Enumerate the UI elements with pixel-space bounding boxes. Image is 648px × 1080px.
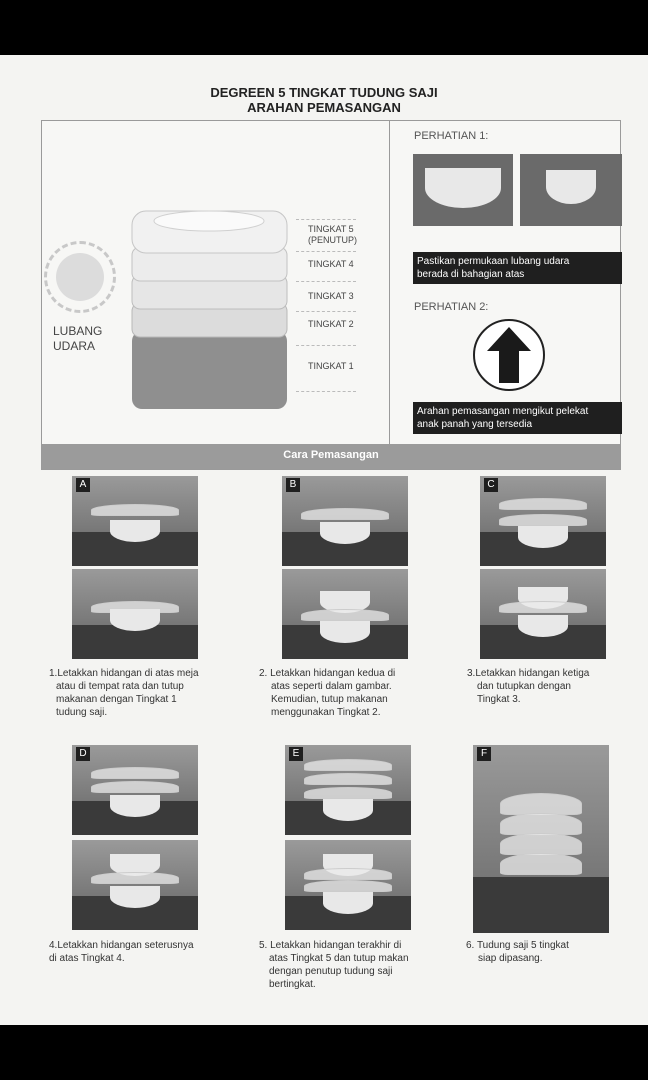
- step-6-line: 6. Tudung saji 5 tingkat: [466, 940, 569, 951]
- step-e-tag: E: [289, 747, 303, 761]
- step-2-line: Kemudian, tutup makanan: [271, 694, 388, 705]
- perhatian-1-note-line1: Pastikan permukaan lubang udara: [417, 256, 570, 267]
- perhatian-2-note-line1: Arahan pemasangan mengikut pelekat: [417, 406, 589, 417]
- step-6-text: [466, 939, 569, 965]
- air-hole-label-line2: UDARA: [53, 339, 96, 353]
- step-5-line: dengan penutup tudung saji: [269, 966, 393, 977]
- step-5-line: 5. Letakkan hidangan terakhir di: [259, 940, 402, 951]
- step-c-photo-bottom: [480, 569, 606, 659]
- step-f-photo: [473, 745, 609, 933]
- step-f-tag: F: [477, 747, 491, 761]
- section-bar: [42, 444, 620, 469]
- tier-5-label-line1: TINGKAT 5: [308, 224, 354, 234]
- overview-panel: [41, 120, 621, 470]
- tier-1-leader: [296, 345, 356, 346]
- step-1-line: tudung saji.: [56, 707, 108, 718]
- perhatian-1-photo-left: [413, 154, 513, 226]
- step-1-line: 1.Letakkan hidangan di atas meja: [49, 668, 199, 679]
- perhatian-1-note-line2: berada di bahagian atas: [417, 269, 525, 280]
- air-hole-label-line1: LUBANG: [53, 324, 103, 338]
- cover-shape: [91, 767, 179, 779]
- bowl-shape: [546, 170, 596, 204]
- up-arrow-icon: [475, 321, 543, 389]
- bowl-shape: [425, 168, 501, 208]
- step-2-line: 2. Letakkan hidangan kedua di: [259, 668, 396, 679]
- step-2-line: atas seperti dalam gambar.: [271, 681, 392, 692]
- perhatian-1-photo-right: [520, 154, 622, 226]
- cover-shape: [91, 781, 179, 793]
- tier-1-label: TINGKAT 1: [308, 361, 354, 371]
- tier-5-label: [308, 224, 357, 246]
- step-e-photo-top: [285, 745, 411, 835]
- step-3-line: Tingkat 3.: [477, 694, 521, 705]
- panel-divider: [389, 121, 390, 444]
- bowl-shape: [110, 886, 160, 908]
- tier-4-leader: [296, 251, 356, 252]
- step-c-photo-top: [480, 476, 606, 566]
- air-hole-inner: [56, 253, 104, 301]
- step-b-tag: B: [286, 478, 300, 492]
- step-d-photo-top: [72, 745, 198, 835]
- step-4-line: 4.Letakkan hidangan seterusnya: [49, 940, 194, 951]
- perhatian-2-note: [413, 402, 622, 434]
- bowl-shape: [110, 795, 160, 817]
- perhatian-1-label: PERHATIAN 1:: [414, 130, 489, 142]
- tier-2-label: TINGKAT 2: [308, 319, 354, 329]
- step-3-line: 3.Letakkan hidangan ketiga: [467, 668, 590, 679]
- cover-shape: [304, 773, 392, 785]
- cover-shape: [500, 833, 582, 855]
- bowl-shape: [320, 621, 370, 643]
- step-4-text: [49, 939, 194, 965]
- step-4-line: di atas Tingkat 4.: [49, 953, 125, 964]
- bowl-shape: [110, 520, 160, 542]
- step-5-text: [259, 939, 409, 991]
- cover-shape: [91, 872, 179, 884]
- step-b-photo-top: [282, 476, 408, 566]
- cover-shape: [304, 787, 392, 799]
- step-a-photo-top: [72, 476, 198, 566]
- step-5-line: bertingkat.: [269, 979, 316, 990]
- tier-3-label: TINGKAT 3: [308, 291, 354, 301]
- air-hole-icon: [44, 241, 116, 313]
- cover-shape: [91, 504, 179, 516]
- cover-shape: [304, 868, 392, 880]
- bowl-shape: [320, 522, 370, 544]
- perhatian-1-note: [413, 252, 622, 284]
- bowl-shape: [323, 892, 373, 914]
- cover-shape: [500, 793, 582, 815]
- tier-4-label: TINGKAT 4: [308, 259, 354, 269]
- cover-shape: [301, 508, 389, 520]
- arrow-sticker-icon: [473, 319, 545, 391]
- cover-shape: [500, 813, 582, 835]
- bowl-shape: [518, 615, 568, 637]
- cover-shape: [499, 514, 587, 526]
- tier-5-label-line2: (PENUTUP): [308, 235, 357, 245]
- document-subtitle: ARAHAN PEMASANGAN: [247, 100, 401, 115]
- step-d-photo-bottom: [72, 840, 198, 930]
- step-a-tag: A: [76, 478, 90, 492]
- step-c-tag: C: [484, 478, 498, 492]
- tier-5-leader: [296, 219, 356, 220]
- step-b-photo-bottom: [282, 569, 408, 659]
- air-hole-label: [53, 324, 102, 354]
- step-1-line: makanan dengan Tingkat 1: [56, 694, 177, 705]
- cover-shape: [499, 601, 587, 613]
- step-e-photo-bottom: [285, 840, 411, 930]
- cover-shape: [500, 853, 582, 875]
- instruction-sheet: [0, 55, 648, 1025]
- section-bar-label: Cara Pemasangan: [283, 449, 379, 461]
- food-cover-stack-illustration: [127, 201, 297, 421]
- step-2-line: menggunakan Tingkat 2.: [271, 707, 381, 718]
- document-title: DEGREEN 5 TINGKAT TUDUNG SAJI: [210, 85, 438, 100]
- step-6-line: siap dipasang.: [478, 953, 543, 964]
- perhatian-2-note-line2: anak panah yang tersedia: [417, 419, 533, 430]
- cover-shape: [301, 609, 389, 621]
- tier-3-leader: [296, 281, 356, 282]
- bowl-shape: [110, 609, 160, 631]
- perhatian-2-label: PERHATIAN 2:: [414, 301, 489, 313]
- step-1-line: atau di tempat rata dan tutup: [56, 681, 184, 692]
- step-1-text: [49, 667, 199, 719]
- step-2-text: [259, 667, 395, 719]
- step-5-line: atas Tingkat 5 dan tutup makan: [269, 953, 409, 964]
- cover-shape: [499, 498, 587, 510]
- bowl-shape: [323, 799, 373, 821]
- bowl-shape: [518, 526, 568, 548]
- cover-shape: [304, 880, 392, 892]
- step-3-line: dan tutupkan dengan: [477, 681, 571, 692]
- tier-2-leader: [296, 311, 356, 312]
- cover-shape: [304, 759, 392, 771]
- step-d-tag: D: [76, 747, 90, 761]
- tier-1-bottom-leader: [296, 391, 356, 392]
- step-3-text: [467, 667, 589, 706]
- step-a-photo-bottom: [72, 569, 198, 659]
